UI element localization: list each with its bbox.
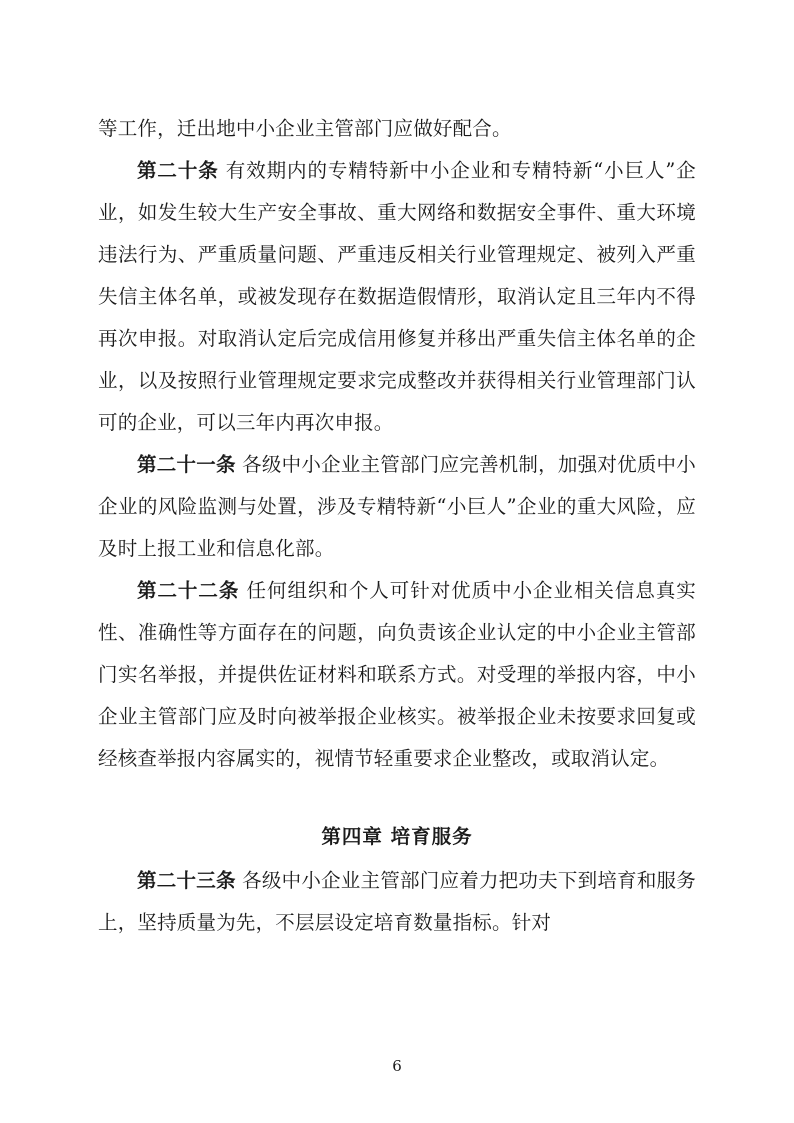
paragraph-text: 各级中小企业主管部门应完善机制，加强对优质中小企业的风险监测与处置，涉及专精特新“小巨人”企业的重大风险，应及时上报工业和信息化部。 (98, 453, 696, 560)
article-number-23: 第二十三条 (137, 869, 236, 892)
chapter-heading: 第四章 培育服务 (321, 825, 473, 848)
paragraph-article-21 (98, 444, 696, 570)
article-number-22: 第二十二条 (137, 579, 240, 602)
article-number-20: 第二十条 (137, 159, 219, 182)
paragraph-article-23 (98, 860, 696, 944)
article-number-21: 第二十一条 (137, 453, 236, 476)
paragraph-text: 各级中小企业主管部门应着力把功夫下到培育和服务上，坚持质量为先，不层层设定培育数量指标。针对 (98, 869, 696, 934)
page-number: 6 (392, 1057, 402, 1075)
paragraph-text: 有效期内的专精特新中小企业和专精特新“小巨人”企业，如发生较大生产安全事故、重大网络和数据安全事件、重大环境违法行为、严重质量问题、严重违反相关行业管理规定、被列入严重失信主体名单，或被发现存在数据造假情形，取消认定且三年内不得再次申报。对取消认定后完成信用修复并移出严重失信主体名单的企业，以及按照行业管理规定要求完成整改并获得相关行业管理部门认可的企业，可以三年内再次申报。 (98, 159, 696, 434)
paragraph-continuation (98, 108, 696, 150)
paragraph-article-20 (98, 150, 696, 444)
paragraph-text: 等工作，迁出地中小企业主管部门应做好配合。 (98, 117, 512, 140)
paragraph-article-22 (98, 570, 696, 780)
paragraph-text: 任何组织和个人可针对优质中小企业相关信息真实性、准确性等方面存在的问题，向负责该企业认定的中小企业主管部门实名举报，并提供佐证材料和联系方式。对受理的举报内容，中小企业主管部门应及时向被举报企业核实。被举报企业未按要求回复或经核查举报内容属实的，视情节轻重要求企业整改，或取消认定。 (98, 579, 696, 770)
